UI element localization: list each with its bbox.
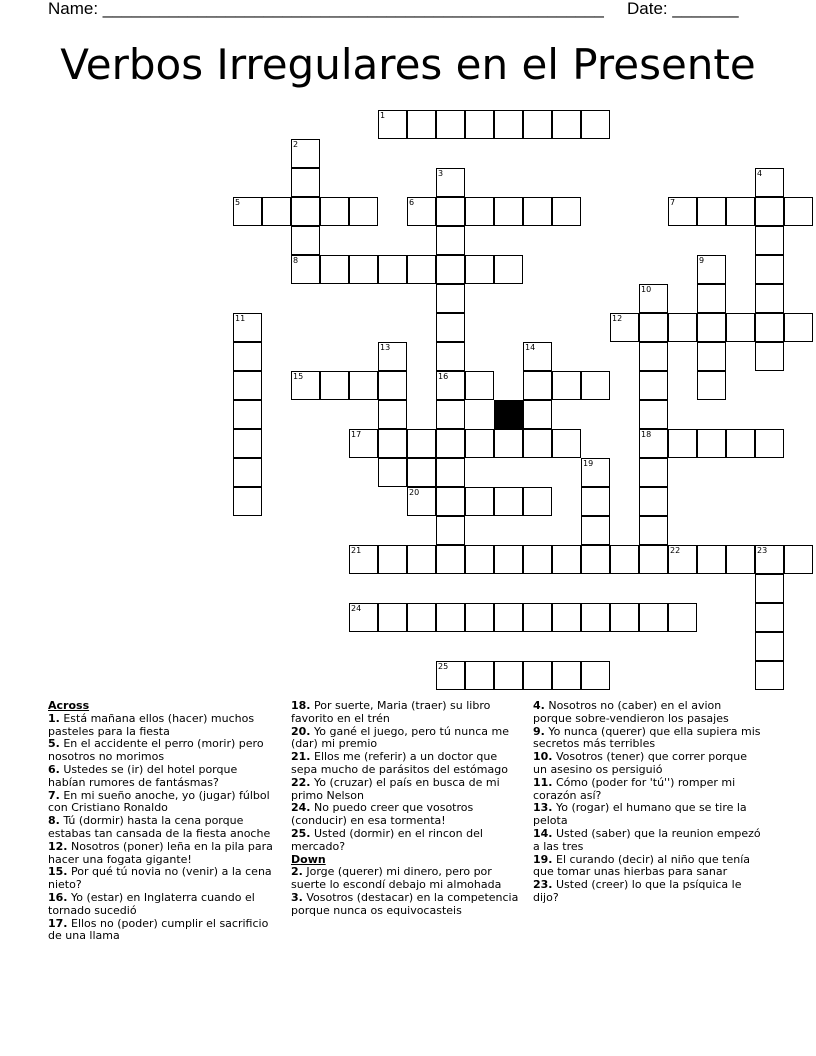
clue-number: 3 xyxy=(438,169,444,178)
clue-item xyxy=(533,854,763,880)
grid-cell[interactable] xyxy=(465,197,494,226)
grid-cell[interactable] xyxy=(494,429,523,458)
clue-number: 19 xyxy=(583,459,594,468)
clue-text: Usted (saber) que la reunion empezó a las tres xyxy=(533,826,761,853)
grid-cell[interactable] xyxy=(436,284,465,313)
grid-cell[interactable] xyxy=(436,168,465,197)
grid-cell[interactable] xyxy=(610,313,639,342)
clue-text: Yo (estar) en Inglaterra cuando el tornado sucedió xyxy=(48,890,255,917)
clue-item xyxy=(48,892,278,918)
clue-number: 21. xyxy=(291,750,311,764)
grid-cell[interactable] xyxy=(581,371,610,400)
grid-cell[interactable] xyxy=(639,545,668,574)
grid-cell[interactable] xyxy=(291,226,320,255)
clue-number: 4. xyxy=(533,699,545,712)
grid-cell[interactable] xyxy=(494,603,523,632)
clue-item xyxy=(533,751,763,777)
grid-cell[interactable] xyxy=(494,487,523,516)
grid-cell[interactable] xyxy=(697,371,726,400)
grid-cell[interactable] xyxy=(726,545,755,574)
clue-item xyxy=(533,777,763,803)
grid-cell[interactable] xyxy=(668,429,697,458)
grid-cell[interactable] xyxy=(697,429,726,458)
grid-cell[interactable] xyxy=(755,197,784,226)
clue-text: Vosotros (destacar) en la competencia porque nunca os equivocasteis xyxy=(291,890,519,917)
grid-cell[interactable] xyxy=(378,400,407,429)
clue-number: 25. xyxy=(291,826,311,840)
grid-cell[interactable] xyxy=(465,110,494,139)
clue-text: Por qué tú novia no (venir) a la cena nieto? xyxy=(48,865,272,892)
grid-cell[interactable] xyxy=(581,487,610,516)
grid-cell[interactable] xyxy=(668,603,697,632)
grid-cell[interactable] xyxy=(755,632,784,661)
grid-cell[interactable] xyxy=(523,197,552,226)
clue-number: 24. xyxy=(291,801,311,815)
grid-cell[interactable] xyxy=(233,342,262,371)
grid-cell[interactable] xyxy=(726,197,755,226)
grid-cell[interactable] xyxy=(639,603,668,632)
clue-number: 9. xyxy=(533,724,545,738)
grid-cell[interactable] xyxy=(436,400,465,429)
grid-cell[interactable] xyxy=(581,603,610,632)
grid-cell[interactable] xyxy=(639,313,668,342)
grid-cell[interactable] xyxy=(436,226,465,255)
grid-cell[interactable] xyxy=(581,110,610,139)
grid-cell[interactable] xyxy=(755,342,784,371)
grid-cell[interactable] xyxy=(639,400,668,429)
clue-number: 20 xyxy=(409,488,420,497)
grid-cell[interactable] xyxy=(407,458,436,487)
clue-text: Yo nunca (querer) que ella supiera mis secretos más terribles xyxy=(533,724,761,751)
grid-cell[interactable] xyxy=(378,458,407,487)
clue-number: 12. xyxy=(48,839,68,853)
clue-number: 23 xyxy=(757,546,768,555)
clue-number: 5 xyxy=(235,198,241,207)
clue-number: 2 xyxy=(293,140,299,149)
grid-cell[interactable] xyxy=(465,487,494,516)
black-square xyxy=(494,400,523,429)
date-field[interactable]: Date: _______ xyxy=(627,0,739,18)
clue-item xyxy=(291,700,523,726)
grid-cell[interactable] xyxy=(436,197,465,226)
grid-cell[interactable] xyxy=(552,371,581,400)
grid-cell[interactable] xyxy=(639,371,668,400)
grid-cell[interactable] xyxy=(668,313,697,342)
grid-cell[interactable] xyxy=(407,255,436,284)
clue-number: 18. xyxy=(291,699,311,712)
clue-number: 3. xyxy=(291,890,303,904)
grid-cell[interactable] xyxy=(697,197,726,226)
clue-item xyxy=(48,841,278,867)
clue-number: 25 xyxy=(438,662,449,671)
clue-item xyxy=(291,751,523,777)
grid-cell[interactable] xyxy=(581,545,610,574)
grid-cell[interactable] xyxy=(639,487,668,516)
grid-cell[interactable] xyxy=(349,371,378,400)
grid-cell[interactable] xyxy=(755,313,784,342)
clue-number: 13 xyxy=(380,343,391,352)
grid-cell[interactable] xyxy=(755,284,784,313)
grid-cell[interactable] xyxy=(233,197,262,226)
clue-item xyxy=(48,815,278,841)
grid-cell[interactable] xyxy=(523,429,552,458)
clue-number: 14. xyxy=(533,826,553,840)
grid-cell[interactable] xyxy=(436,429,465,458)
grid-cell[interactable] xyxy=(436,255,465,284)
clue-text: Yo (rogar) el humano que se tire la pelota xyxy=(533,801,747,828)
grid-cell[interactable] xyxy=(291,371,320,400)
grid-cell[interactable] xyxy=(523,487,552,516)
grid-cell[interactable] xyxy=(436,342,465,371)
grid-cell[interactable] xyxy=(697,342,726,371)
grid-cell[interactable] xyxy=(291,139,320,168)
grid-cell[interactable] xyxy=(320,371,349,400)
grid-cell[interactable] xyxy=(233,400,262,429)
grid-cell[interactable] xyxy=(233,313,262,342)
grid-cell[interactable] xyxy=(436,458,465,487)
clue-number: 6. xyxy=(48,762,60,776)
grid-cell[interactable] xyxy=(436,661,465,690)
grid-cell[interactable] xyxy=(436,371,465,400)
grid-cell[interactable] xyxy=(233,371,262,400)
grid-cell[interactable] xyxy=(436,545,465,574)
grid-cell[interactable] xyxy=(436,603,465,632)
grid-cell[interactable] xyxy=(523,661,552,690)
grid-cell[interactable] xyxy=(291,197,320,226)
clue-number: 22 xyxy=(670,546,681,555)
grid-cell[interactable] xyxy=(755,168,784,197)
grid-cell[interactable] xyxy=(407,545,436,574)
grid-cell[interactable] xyxy=(465,429,494,458)
clue-text: No puedo creer que vosotros (conducir) en esa tormenta! xyxy=(291,801,474,828)
grid-cell[interactable] xyxy=(407,429,436,458)
clue-text: Nosotros no (caber) en el avion porque sobre-vendieron los pasajes xyxy=(533,699,729,725)
clue-number: 12 xyxy=(612,314,623,323)
clues-column-1 xyxy=(48,700,278,943)
clue-item xyxy=(533,879,763,905)
clue-number: 16 xyxy=(438,372,449,381)
clue-number: 21 xyxy=(351,546,362,555)
grid-cell[interactable] xyxy=(233,458,262,487)
clue-number: 17 xyxy=(351,430,362,439)
clue-text: Usted (creer) lo que la psíquica le dijo? xyxy=(533,878,742,904)
clue-item xyxy=(533,828,763,854)
grid-cell[interactable] xyxy=(378,342,407,371)
clue-number: 2. xyxy=(291,865,303,879)
grid-cell[interactable] xyxy=(639,342,668,371)
grid-cell[interactable] xyxy=(494,110,523,139)
grid-cell[interactable] xyxy=(581,661,610,690)
section-heading: Down xyxy=(291,852,326,866)
grid-cell[interactable] xyxy=(378,429,407,458)
clue-item xyxy=(291,802,523,828)
clue-item xyxy=(533,700,763,726)
grid-cell[interactable] xyxy=(581,458,610,487)
clue-number: 20. xyxy=(291,724,311,738)
grid-cell[interactable] xyxy=(697,284,726,313)
clue-number: 19. xyxy=(533,852,553,866)
grid-cell[interactable] xyxy=(784,545,813,574)
clue-text: Por suerte, Maria (traer) su libro favorito en el trén xyxy=(291,699,491,725)
clue-number: 4 xyxy=(757,169,763,178)
clue-text: Ellos no (poder) cumplir el sacrificio de una llama xyxy=(48,916,269,943)
grid-cell[interactable] xyxy=(349,545,378,574)
grid-cell[interactable] xyxy=(349,429,378,458)
grid-cell[interactable] xyxy=(639,458,668,487)
grid-cell[interactable] xyxy=(668,197,697,226)
clue-text: Usted (dormir) en el rincon del mercado? xyxy=(291,826,483,853)
grid-cell[interactable] xyxy=(465,255,494,284)
grid-cell[interactable] xyxy=(523,603,552,632)
grid-cell[interactable] xyxy=(639,284,668,313)
clue-number: 22. xyxy=(291,775,311,789)
grid-cell[interactable] xyxy=(349,603,378,632)
clue-number: 5. xyxy=(48,737,60,751)
grid-cell[interactable] xyxy=(262,197,291,226)
clue-text: Vosotros (tener) que correr porque un asesino os persiguió xyxy=(533,750,747,776)
clue-text: Tú (dormir) hasta la cena porque estabas tan cansada de la fiesta anoche xyxy=(48,814,271,840)
grid-cell[interactable] xyxy=(291,255,320,284)
grid-cell[interactable] xyxy=(291,168,320,197)
grid-cell[interactable] xyxy=(523,342,552,371)
clue-text: El curando (decir) al niño que tenía que tomar unas hierbas para sanar xyxy=(533,852,751,879)
clue-number: 23. xyxy=(533,878,553,892)
clue-number: 15 xyxy=(293,372,304,381)
clue-item xyxy=(291,892,523,918)
clue-text: En el accidente el perro (morir) pero nosotros no morimos xyxy=(48,737,264,764)
grid-cell[interactable] xyxy=(436,516,465,545)
clue-number: 16. xyxy=(48,890,68,904)
grid-cell[interactable] xyxy=(523,371,552,400)
grid-cell[interactable] xyxy=(755,603,784,632)
grid-cell[interactable] xyxy=(465,545,494,574)
clue-item xyxy=(48,713,278,739)
grid-cell[interactable] xyxy=(552,110,581,139)
clues-column-3 xyxy=(533,700,763,905)
grid-cell[interactable] xyxy=(523,400,552,429)
grid-cell[interactable] xyxy=(494,255,523,284)
grid-cell[interactable] xyxy=(436,487,465,516)
clue-item xyxy=(48,918,278,944)
clue-number: 7 xyxy=(670,198,676,207)
grid-cell[interactable] xyxy=(378,110,407,139)
clue-text: Yo (cruzar) el país en busca de mi primo Nelson xyxy=(291,775,500,802)
grid-cell[interactable] xyxy=(320,197,349,226)
grid-cell[interactable] xyxy=(610,603,639,632)
grid-cell[interactable] xyxy=(407,603,436,632)
grid-cell[interactable] xyxy=(378,603,407,632)
grid-cell[interactable] xyxy=(494,545,523,574)
grid-cell[interactable] xyxy=(320,255,349,284)
grid-cell[interactable] xyxy=(755,429,784,458)
grid-cell[interactable] xyxy=(610,545,639,574)
grid-cell[interactable] xyxy=(639,516,668,545)
clue-item xyxy=(291,866,523,892)
grid-cell[interactable] xyxy=(494,661,523,690)
grid-cell[interactable] xyxy=(668,545,697,574)
grid-cell[interactable] xyxy=(697,313,726,342)
grid-cell[interactable] xyxy=(552,429,581,458)
grid-cell[interactable] xyxy=(465,661,494,690)
clue-number: 1. xyxy=(48,711,60,725)
grid-cell[interactable] xyxy=(552,197,581,226)
clue-item xyxy=(533,726,763,752)
clue-number: 1 xyxy=(380,111,386,120)
clue-number: 6 xyxy=(409,198,415,207)
clue-text: Ellos me (referir) a un doctor que sepa mucho de parásitos del estómago xyxy=(291,750,508,776)
clue-text: En mi sueño anoche, yo (jugar) fúlbol con Cristiano Ronaldo xyxy=(48,788,270,815)
grid-cell[interactable] xyxy=(523,545,552,574)
clue-number: 14 xyxy=(525,343,536,352)
clue-item xyxy=(48,764,278,790)
grid-cell[interactable] xyxy=(639,429,668,458)
grid-cell[interactable] xyxy=(755,661,784,690)
grid-cell[interactable] xyxy=(697,255,726,284)
clue-number: 18 xyxy=(641,430,652,439)
grid-cell[interactable] xyxy=(378,255,407,284)
clue-number: 15. xyxy=(48,865,68,879)
grid-cell[interactable] xyxy=(436,110,465,139)
grid-cell[interactable] xyxy=(755,545,784,574)
grid-cell[interactable] xyxy=(349,255,378,284)
clue-number: 9 xyxy=(699,256,705,265)
clue-text: Ustedes se (ir) del hotel porque habían rumores de fantásmas? xyxy=(48,762,238,789)
clue-item xyxy=(291,726,523,752)
grid-cell[interactable] xyxy=(552,661,581,690)
grid-cell[interactable] xyxy=(697,545,726,574)
grid-cell[interactable] xyxy=(465,603,494,632)
clue-item xyxy=(291,828,523,854)
grid-cell[interactable] xyxy=(436,313,465,342)
name-field[interactable]: Name: _____________________________________________________ xyxy=(48,0,604,18)
clue-number: 11 xyxy=(235,314,246,323)
clue-number: 8. xyxy=(48,814,60,828)
grid-cell[interactable] xyxy=(407,110,436,139)
grid-cell[interactable] xyxy=(552,603,581,632)
grid-cell[interactable] xyxy=(465,371,494,400)
clue-text: Jorge (querer) mi dinero, pero por suerte lo escondí debajo mi almohada xyxy=(291,865,502,892)
grid-cell[interactable] xyxy=(407,197,436,226)
clue-number: 7. xyxy=(48,788,60,802)
grid-cell[interactable] xyxy=(755,255,784,284)
clue-number: 10. xyxy=(533,750,553,764)
clue-number: 17. xyxy=(48,916,68,930)
clue-number: 13. xyxy=(533,801,553,815)
grid-cell[interactable] xyxy=(726,429,755,458)
clue-number: 11. xyxy=(533,775,553,789)
grid-cell[interactable] xyxy=(378,545,407,574)
grid-cell[interactable] xyxy=(233,429,262,458)
clue-item xyxy=(533,802,763,828)
grid-cell[interactable] xyxy=(407,487,436,516)
page-title: Verbos Irregulares en el Presente xyxy=(60,40,756,89)
grid-cell[interactable] xyxy=(552,545,581,574)
grid-cell[interactable] xyxy=(726,313,755,342)
grid-cell[interactable] xyxy=(784,197,813,226)
clue-item xyxy=(291,777,523,803)
clue-number: 24 xyxy=(351,604,362,613)
clue-text: Cómo (poder for 'tú'') romper mi corazón así? xyxy=(533,775,736,802)
clue-item xyxy=(48,790,278,816)
clue-text: Está mañana ellos (hacer) muchos pasteles para la fiesta xyxy=(48,711,255,738)
clue-number: 8 xyxy=(293,256,299,265)
clue-number: 10 xyxy=(641,285,652,294)
grid-cell[interactable] xyxy=(523,110,552,139)
grid-cell[interactable] xyxy=(581,516,610,545)
grid-cell[interactable] xyxy=(755,574,784,603)
clue-item xyxy=(48,738,278,764)
grid-cell[interactable] xyxy=(233,487,262,516)
grid-cell[interactable] xyxy=(784,313,813,342)
grid-cell[interactable] xyxy=(494,197,523,226)
grid-cell[interactable] xyxy=(349,197,378,226)
grid-cell[interactable] xyxy=(755,226,784,255)
clue-text: Yo gané el juego, pero tú nunca me (dar) mi premio xyxy=(291,724,509,751)
clues-column-2 xyxy=(291,700,523,918)
clue-item xyxy=(48,866,278,892)
clue-text: Nosotros (poner) leña en la pila para hacer una fogata gigante! xyxy=(48,839,273,866)
section-heading: Across xyxy=(48,699,90,712)
grid-cell[interactable] xyxy=(378,371,407,400)
